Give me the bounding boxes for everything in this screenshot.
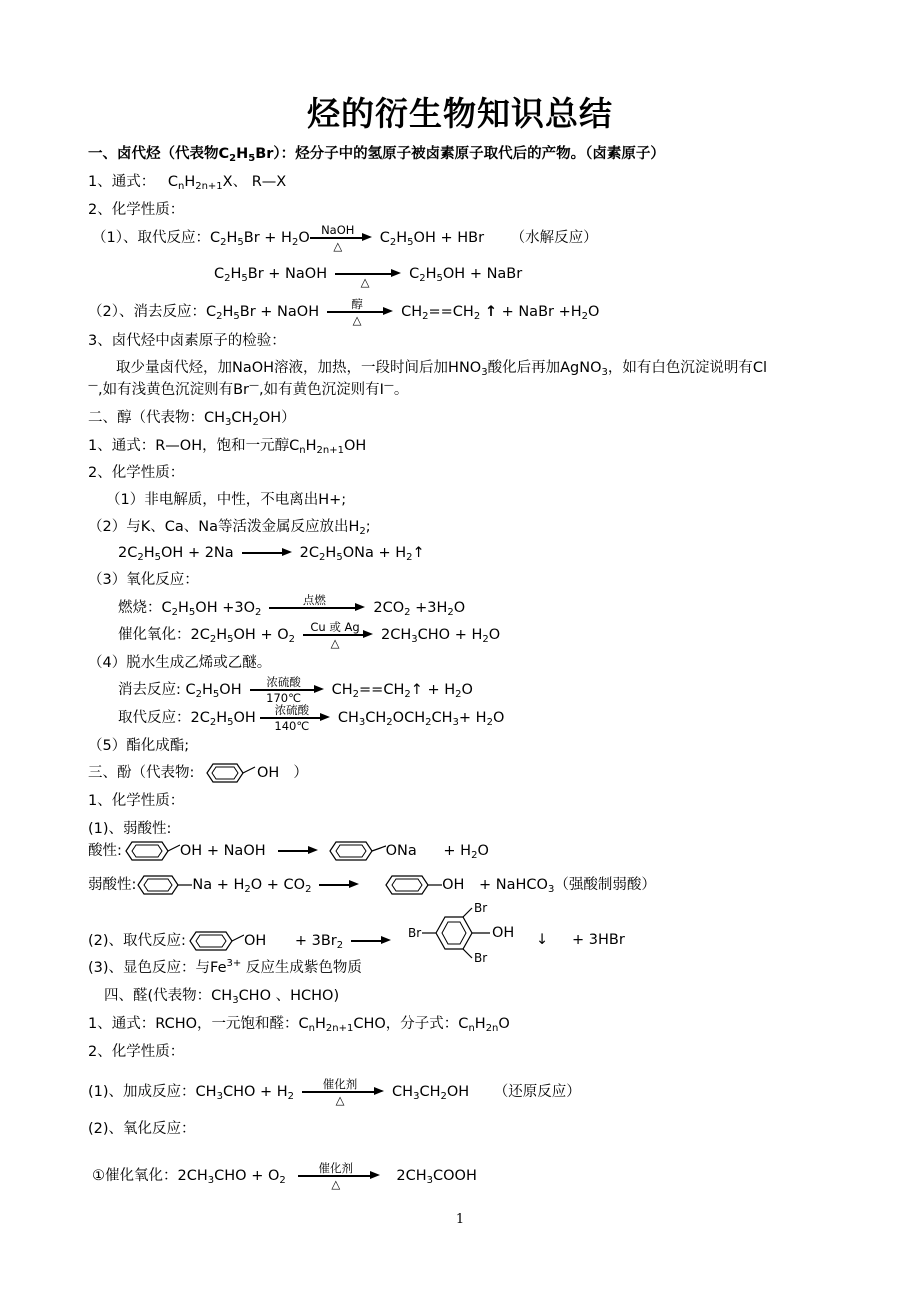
- alcohol-prop-1: （1）非电解质，中性，不电离出H+;: [106, 492, 347, 508]
- br-substituent: Br: [474, 901, 488, 915]
- reaction-arrow: [298, 1161, 380, 1192]
- arrow-condition: 点燃: [302, 593, 326, 608]
- products: ==CH: [359, 682, 405, 698]
- heading-text: CH: [231, 410, 253, 426]
- reactants: OH: [219, 682, 242, 698]
- products: + NaBr +H: [496, 304, 582, 320]
- elimination-equation: （2）、消去反应：$C_2H_5Br$ + NaOH 醇 △ $CH_2==CH_2$ ↑ + NaBr $+H_2O$: [88, 297, 600, 328]
- general-formula-line: 1、通式： $C_nH_{2n+1}X$、 R—X: [88, 174, 287, 192]
- chem-prop-label: 2、化学性质：: [88, 1044, 185, 1060]
- br-substituent: Br: [408, 926, 422, 940]
- label: （2）、消去反应：C: [88, 304, 217, 320]
- tribromophenol-structure: [408, 898, 538, 968]
- chem-prop-label: 2、化学性质：: [88, 202, 185, 218]
- note: （水解反应）: [510, 230, 598, 246]
- products: CH: [419, 1084, 441, 1100]
- chem-prop-label: 2、化学性质：: [88, 465, 185, 481]
- phenol-weak-acid-equation: 弱酸性: $Na + H_2O + CO_2$ OH + NaHCO$_3$（强酸制弱酸）: [88, 874, 656, 896]
- heading-text: CHO 、HCHO): [238, 988, 340, 1004]
- reactants: + NaOH: [206, 843, 266, 859]
- text: ，如有白色沉淀说明有Cl: [607, 360, 768, 376]
- page-title: 烃的衍生物知识总结: [307, 94, 613, 133]
- reaction-arrow: [310, 223, 372, 254]
- heading-text: ）: [293, 765, 308, 781]
- label: (2)、取代反应:: [88, 933, 186, 949]
- arrow-condition-below: △: [331, 1177, 341, 1192]
- note: （强酸制弱酸）: [554, 877, 656, 893]
- hydrolysis-equation-2: $C_2H_5Br$ + NaOH △ $C_2H_5OH$ + NaBr: [214, 266, 523, 290]
- products: CH: [337, 710, 359, 726]
- reaction-arrow: [260, 703, 330, 734]
- heading-text-tail: Br）：烃分子中的氢原子被卤素原子取代后的产物。（卤素原子）: [255, 146, 665, 162]
- page-number: 1: [455, 1212, 465, 1227]
- heading-text: 一、卤代烃（代表物C: [88, 146, 230, 162]
- substitution-product: + 3HBr: [572, 932, 625, 948]
- arrow-condition-below: △: [360, 275, 370, 290]
- arrow-condition-below: △: [333, 239, 343, 254]
- label: （1）、取代反应：C: [92, 230, 221, 246]
- product: ==CH: [428, 304, 474, 320]
- catalytic-oxidation-equation: 催化氧化：$2C_2H_5OH + O_2$ Cu 或 Ag △ $2CH_3CHO + H_2O$: [118, 620, 501, 651]
- reactants: OH + 2Na: [161, 545, 234, 561]
- gas-arrow-icon: ↑: [484, 304, 497, 320]
- dehydration-substitution: 取代反应：$2C_2H_5OH$ 浓硫酸 140℃ $CH_3CH_2OCH_2CH_3+ H_2O$: [118, 703, 505, 734]
- label: ①催化氧化：2CH: [92, 1168, 208, 1184]
- arrow-condition-below: △: [352, 313, 362, 328]
- arrow-condition: NaOH: [321, 223, 355, 238]
- phenol-color-reaction: (3)、显色反应：与$Fe^{3+}$ 反应生成紫色物质: [88, 958, 362, 976]
- benzene-ring-icon: [199, 762, 257, 784]
- text: （2）与K、Ca、Na等活泼金属反应放出H: [88, 519, 360, 535]
- label: 弱酸性:: [88, 877, 137, 893]
- label: 消去反应: C: [118, 682, 196, 698]
- section2-heading: 二、醇（代表物：$CH_3CH_2OH$）: [88, 410, 296, 428]
- label: 1、通式：: [88, 174, 156, 190]
- products: + H: [422, 682, 456, 698]
- reactants: OH +3O: [195, 600, 255, 616]
- formula-tail: X、 R—X: [222, 174, 287, 190]
- label: 催化氧化：2C: [118, 627, 210, 643]
- gas-arrow-icon: ↑: [410, 682, 423, 698]
- heading-text: 二、醇（代表物：CH: [88, 410, 226, 426]
- benzene-ring-icon: [122, 840, 180, 862]
- text: ,如有浅黄色沉淀则有Br: [98, 382, 250, 398]
- arrow-condition-below: 170℃: [266, 691, 302, 706]
- heading-text: 四、醛(代表物：CH: [104, 988, 233, 1004]
- text: (3)、显色反应：与Fe: [88, 960, 227, 976]
- label: (1)、加成反应：CH: [88, 1084, 217, 1100]
- text: 1、通式：RCHO，一元饱和醛：C: [88, 1016, 309, 1032]
- heading-text: OH）: [258, 410, 296, 426]
- products: CH: [331, 682, 353, 698]
- reaction-arrow: [335, 264, 401, 290]
- precipitate-arrow-icon: ↓: [536, 932, 549, 948]
- alcohol-prop-4: （4）脱水生成乙烯或乙醚。: [88, 655, 272, 671]
- text: 酸化后再加AgNO: [487, 360, 602, 376]
- reaction-arrow: [250, 675, 324, 706]
- benzene-ring-icon: [408, 898, 538, 968]
- section3-heading: [88, 762, 308, 784]
- section4-heading: 四、醛(代表物：$CH_3CHO$ 、HCHO): [104, 988, 340, 1006]
- ona-group: ONa: [385, 843, 417, 859]
- reactants: CHO + O: [214, 1168, 280, 1184]
- gas-arrow-icon: ↑: [412, 545, 425, 561]
- products: ONa + H: [342, 545, 407, 561]
- benzene-ring-icon: [382, 874, 442, 896]
- reaction-arrow: [242, 545, 292, 561]
- oh-group: OH: [442, 877, 465, 893]
- reaction-arrow: [269, 593, 365, 618]
- text: O: [498, 1016, 510, 1032]
- arrow-condition: 醇: [351, 297, 363, 312]
- formula: C: [167, 174, 178, 190]
- products: OH + NaBr: [442, 266, 523, 282]
- products: 2CH: [381, 627, 412, 643]
- alcohol-formula: 1、通式：R—OH，饱和一元醇$C_nH_{2n+1}OH$: [88, 438, 367, 456]
- benzene-ring-icon: [136, 874, 192, 896]
- products: + NaHCO: [479, 877, 548, 893]
- products: CH: [365, 710, 387, 726]
- reactants: O + CO: [250, 877, 306, 893]
- phenol-acidity-equation: 酸性: OH + NaOH ONa + $H_2O$: [88, 840, 489, 862]
- products: OH: [446, 1084, 470, 1100]
- oh-group: OH: [492, 925, 515, 941]
- arrow-condition: 浓硫酸: [266, 675, 301, 690]
- sodium-equation: $2C_2H_5OH + 2Na$ $2C_2H_5ONa$ + $H_2↑$: [118, 545, 425, 563]
- products: CH: [392, 1084, 414, 1100]
- combustion-equation: 燃烧：$C_2H_5OH +3O_2$ 点燃 $2CO_2 +3H_2O$: [118, 593, 466, 618]
- arrow-condition-below: 140℃: [274, 719, 310, 734]
- phenol-prop-1: (1)、弱酸性:: [88, 821, 172, 837]
- products: 2CO: [373, 600, 405, 616]
- products: 2CH: [396, 1168, 427, 1184]
- reaction-arrow: [278, 843, 318, 859]
- reactants: Br + H: [243, 230, 292, 246]
- reaction-arrow: [351, 933, 391, 949]
- reaction-arrow: [319, 877, 359, 893]
- arrow-condition: 催化剂: [322, 1077, 358, 1092]
- reaction-arrow: [327, 297, 393, 328]
- arrow-condition-below: △: [335, 1093, 345, 1108]
- label: 燃烧：C: [118, 600, 172, 616]
- product: CH: [401, 304, 423, 320]
- reaction-arrow: [302, 1077, 384, 1108]
- halogen-test-text: 取少量卤代烃，加NaOH溶液，加热，一段时间后加$HNO_3$酸化后再加AgNO$_3$，如有白色沉淀说明有Cl: [116, 360, 768, 378]
- oh-group: OH: [257, 765, 280, 781]
- arrow-condition-below: △: [330, 636, 340, 651]
- text: 反应生成紫色物质: [241, 960, 362, 976]
- label: 酸性:: [88, 843, 122, 859]
- alcohol-prop-5: （5）酯化成酯;: [88, 738, 190, 754]
- arrow-condition: Cu 或 Ag: [310, 620, 360, 635]
- arrow-condition: 浓硫酸: [274, 703, 310, 718]
- halogen-test-label: 3、卤代烃中卤素原子的检验：: [88, 333, 286, 349]
- benzene-ring-icon: [326, 840, 386, 862]
- aldehyde-formula: 1、通式：RCHO，一元饱和醛：$C_nH_{2n+1}CHO$，分子式：$C_nH_{2n}O$: [88, 1016, 510, 1034]
- reactants: CHO + H: [222, 1084, 288, 1100]
- benzene-ring-icon: [186, 930, 244, 952]
- note: （还原反应）: [493, 1084, 581, 1100]
- products: OH + HBr: [413, 230, 485, 246]
- reaction-arrow: [303, 620, 373, 651]
- aldehyde-catalytic-oxidation: ①催化氧化：$2CH_3CHO + O_2$ 催化剂 △ $2CH_3COOH$: [92, 1161, 477, 1192]
- arrow-condition: 催化剂: [318, 1161, 353, 1176]
- text: CHO，分子式：C: [353, 1016, 469, 1032]
- label: 取代反应：2C: [118, 710, 210, 726]
- alcohol-prop-3: （3）氧化反应：: [88, 572, 199, 588]
- phenol-substitution-equation: (2)、取代反应: OH + $3Br_2$: [88, 930, 399, 952]
- chem-prop-label: 1、化学性质：: [88, 793, 185, 809]
- section1-heading: 一、卤代烃（代表物$C_2H_5Br$）：烃分子中的氢原子被卤素原子取代后的产物。（卤素原子）: [88, 146, 665, 164]
- text: ,如有黄色沉淀则有I: [259, 382, 384, 398]
- oh-group: OH: [179, 843, 203, 859]
- dehydration-elimination: 消去反应: $C_2H_5OH$ 浓硫酸 170℃ $CH_2==CH_2↑ + H_2O$: [118, 675, 473, 706]
- products: CH: [431, 710, 453, 726]
- text: 。: [393, 382, 409, 398]
- products: +3H: [410, 600, 448, 616]
- products: OCH: [392, 710, 426, 726]
- products: CHO + H: [417, 627, 483, 643]
- hydrolysis-equation: （1）、取代反应：$C_2H_5Br + H_2O$ NaOH △ $C_2H_5OH$ + HBr （水解反应）: [92, 223, 598, 254]
- products: + H: [443, 843, 472, 859]
- alcohol-prop-2: （2）与K、Ca、Na等活泼金属反应放出$H_2$;: [88, 519, 371, 537]
- oh-group: OH: [243, 933, 267, 949]
- reactants: Br + NaOH: [239, 304, 320, 320]
- halogen-test-text-2: —,如有浅黄色沉淀则有Br—,如有黄色沉淀则有I—。: [88, 380, 409, 398]
- products: COOH: [433, 1168, 477, 1184]
- text: 取少量卤代烃，加NaOH溶液，加热，一段时间后加HNO: [116, 360, 482, 376]
- text: OH: [343, 438, 367, 454]
- reactants: OH + O: [233, 627, 289, 643]
- reactants: + 3Br: [294, 933, 337, 949]
- aldehyde-addition-equation: (1)、加成反应：$CH_3CHO + H_2$ 催化剂 △ $CH_3CH_2OH$ （还原反应）: [88, 1077, 581, 1108]
- heading-text: 三、酚（代表物:: [88, 765, 195, 781]
- br-substituent: Br: [474, 951, 488, 965]
- reactants: Na + H: [192, 877, 245, 893]
- text: 1、通式：R—OH，饱和一元醇C: [88, 438, 300, 454]
- reactants: OH: [233, 710, 256, 726]
- products: + H: [458, 710, 487, 726]
- aldehyde-oxidation-label: (2)、氧化反应：: [88, 1121, 196, 1137]
- reactants: Br + NaOH: [247, 266, 328, 282]
